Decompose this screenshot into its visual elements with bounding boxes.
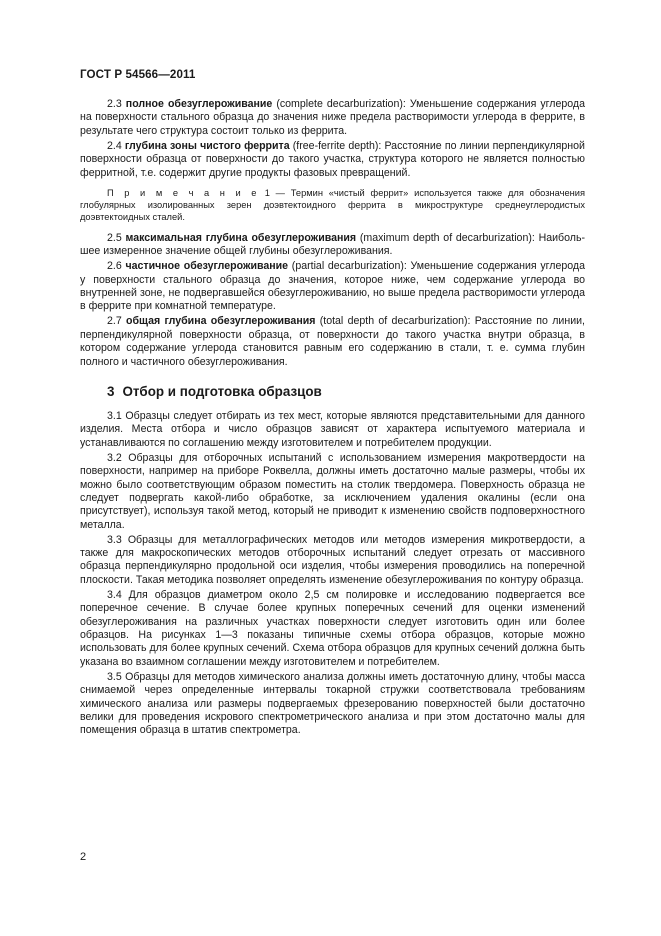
definition-2-4 (80, 140, 585, 180)
definition-term: глубина зоны чистого феррита (124, 139, 290, 152)
paragraph-3-5 (80, 671, 585, 738)
section-heading (80, 384, 585, 400)
paragraph-text: Образцы для металлографических методов или методов измерения микротвердости, а также для макроскопических методов отборочных испытаний следует отрезать от массивного образца перпендикулярно продольной оси изделия, чтобы измерения проводились на поперечной плоскости. Такая методика позволяет определять изменение обезуглероживания по контуру образца. (80, 533, 585, 586)
definition-2-7 (80, 315, 585, 369)
definition-english: (complete decarburization): (276, 98, 406, 110)
paragraph-text: Для образцов диаметром около 2,5 см полировке и исследованию подвергается все поперечное сечение. В случае более крупных поперечных сечений для оценки изменений обезуглероживания на различных участках поверхности следует изготовить один или более образцов. На рисунках 1—3 показаны типичные схемы отбора образцов, которые можно использовать для более крупных сечений. Схема отбора образцов для крупных сечений должна быть указана во взаимном соглашении между изготовителем и потребителем. (80, 588, 585, 668)
definition-number: 2.6 (107, 260, 122, 273)
paragraph-3-1 (80, 410, 585, 450)
definition-2-3 (80, 98, 585, 138)
definition-number: 2.3 (107, 98, 122, 110)
definition-number: 2.4 (107, 139, 122, 152)
definition-text: Расстояние по линии перпендикулярной поверхности образца от поверхности до такого участка, структура которого не является полностью ферритной, т.е. содержит другие продукты фазовых превращений. (80, 139, 585, 179)
definition-term: частичное обезуглероживание (125, 260, 289, 273)
paragraph-3-3 (80, 534, 585, 588)
document-header: ГОСТ Р 54566—2011 (80, 68, 196, 81)
document-body (80, 98, 585, 739)
paragraph-text: Образцы следует отбирать из тех мест, которые являются представительными для данного изделия. Места отбора и число образцов зависят от характера испытуемого материала и устанавливаются по соглашению между изготовителем и потребителем продукции. (80, 410, 586, 449)
definition-number: 2.7 (107, 315, 122, 328)
definition-text: Уменьшение содержания углерода на поверхности стального образца до значения ниже предела растворимости углерода в феррите, в результате чего структура состоит только из феррита. (80, 98, 585, 137)
definition-term: общая глубина обезуглероживания (126, 315, 316, 328)
definition-english: (partial decarburization): (291, 260, 407, 273)
definition-term: максимальная глубина обезуглероживания (125, 231, 357, 244)
definition-text: Уменьшение содержания углерода у поверхности стального образца до значения, которое ниже, чем содержание углерода во внутренней зоне, не подвергавшейся обезуглероживанию, но выше предела растворимости углерода в феррите при комнатной температуре. (80, 260, 585, 313)
paragraph-number: 3.4 (107, 588, 122, 601)
definition-2-5 (80, 232, 585, 259)
definition-english: (free-ferrite depth): (292, 139, 382, 152)
section-number: 3 (107, 384, 115, 399)
paragraph-3-2 (80, 452, 585, 532)
definition-number: 2.5 (107, 231, 122, 244)
section-title: Отбор и подготовка образцов (122, 384, 322, 399)
paragraph-text: Образцы для методов химического анализа должны иметь достаточную длину, чтобы масса снимаемой через определенные интервалы токарной стружки соответствовала требованиям химического анализа или размеры подвергаемых фрезерованию поверхностей были достаточно велики для проведения искрового спектрометрического анализа и при этом достаточно малы для помещения образца в штатив спектрометра. (80, 670, 585, 737)
definition-english: (maximum depth of decarburization): (359, 231, 535, 244)
definition-text: Наибольшее измеренное значение общей глубины обезуглероживания. (80, 231, 585, 258)
paragraph-number: 3.2 (107, 451, 122, 464)
note-label: П р и м е ч а н и е (107, 187, 259, 198)
paragraph-number: 3.3 (107, 533, 122, 546)
paragraph-number: 3.5 (107, 670, 122, 683)
paragraph-text: Образцы для отборочных испытаний с использованием измерения макротвердости на поверхности, например на приборе Роквелла, должны иметь достаточно малые размеры, чтобы их можно было соответствующим образом поместить на столик твердомера. Поверхность образца не следует подвергать какой-либо обработке, за исключением удаления окалины (если она присутствует), используя такой метод, который не приводит к изменению свойств подповерхностного металла. (80, 451, 586, 531)
definition-english: (total depth of decarburization): (319, 315, 471, 328)
paragraph-3-4 (80, 589, 585, 669)
definition-text: Расстояние по линии, перпендикулярной поверхности образца, от поверхности до такого участка внутри образца, в котором содержание углерода становится равным его содержанию в стали, т. е. сумма глубин полного и частичного обезуглероживания. (80, 315, 585, 368)
note (80, 187, 585, 223)
definition-2-6 (80, 260, 585, 314)
page-number: 2 (80, 851, 87, 863)
definition-term: полное обезуглероживание (125, 98, 273, 110)
paragraph-number: 3.1 (107, 410, 122, 422)
note-text: 1 — Термин «чистый феррит» используется также для обозначения глобулярных изолированных зерен доэвтектоидного феррита в микроструктуре среднеуглеродистых доэвтектоидных сталей. (80, 187, 585, 222)
